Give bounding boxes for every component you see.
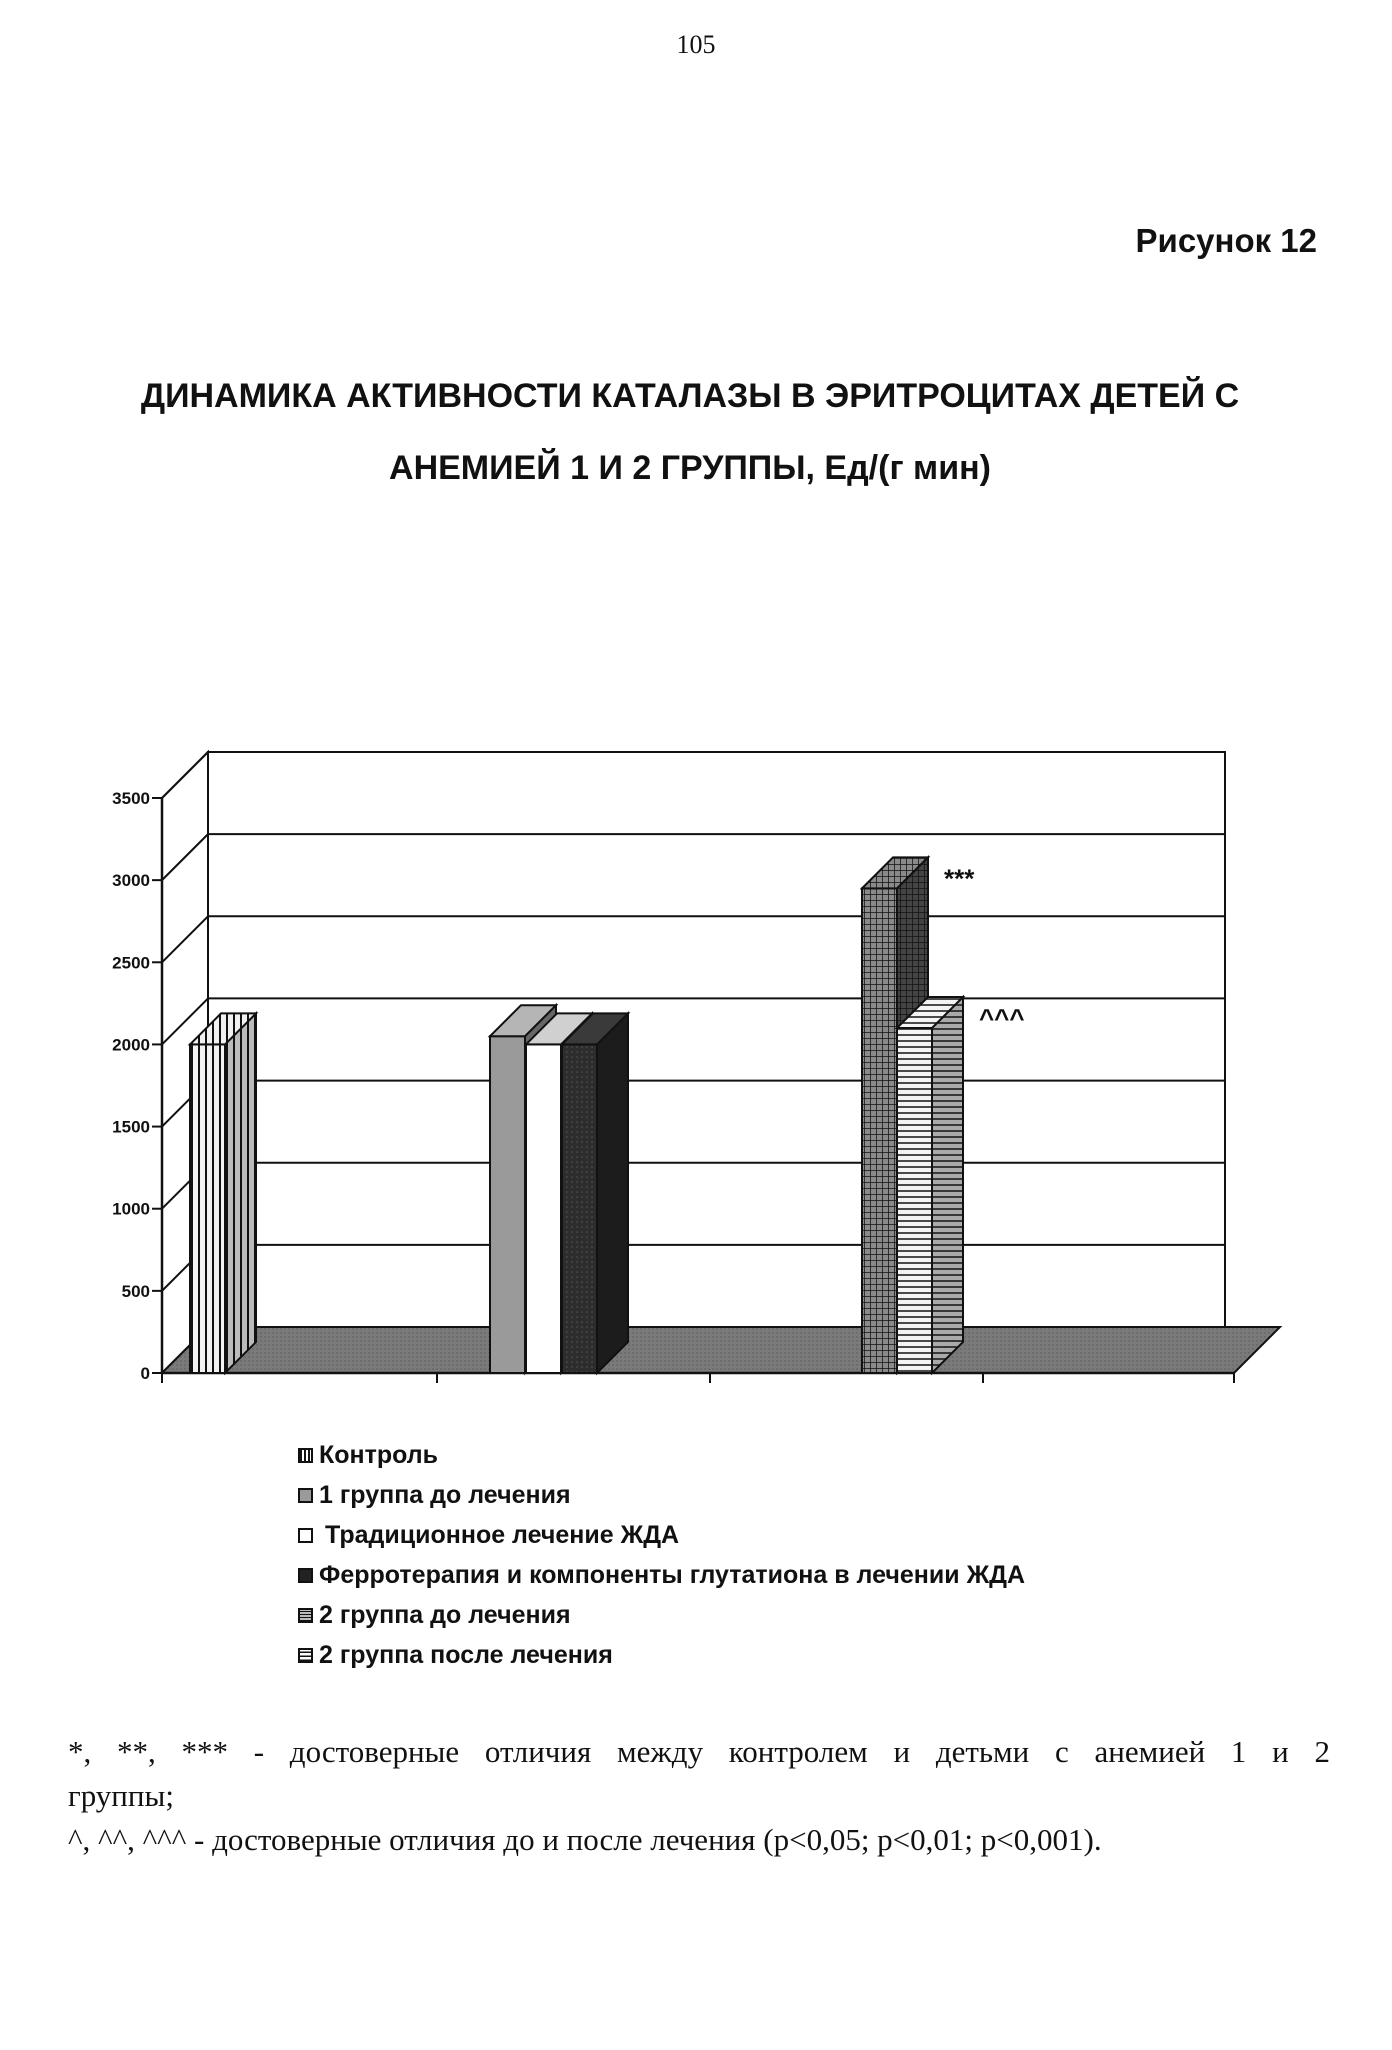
bar-group1-before-front xyxy=(490,1036,525,1373)
footnote-significance-treatment: ^, ^^, ^^^ - достоверные отличия до и после лечения (p<0,05; p<0,01; p<0,001). xyxy=(68,1822,1102,1857)
legend-label: 1 группа до лечения xyxy=(319,1480,571,1509)
y-axis xyxy=(112,789,162,1383)
significance-annotation: *** xyxy=(944,863,975,894)
chart-back-wall xyxy=(208,752,1225,1327)
bar-group2-before-front xyxy=(862,888,897,1373)
bar-ferrotherapy-side xyxy=(597,1013,628,1373)
y-tick-label: 3500 xyxy=(112,789,150,808)
y-tick-label: 3000 xyxy=(112,871,150,891)
footnote-significance-control-cont: группы; xyxy=(68,1778,174,1813)
footnotes xyxy=(68,1730,1330,1862)
bar-group2-after-side xyxy=(932,997,963,1373)
chart-title-line-2: АНЕМИЕЙ 1 И 2 ГРУППЫ, Ед/(г мин) xyxy=(389,449,991,487)
footnote-significance-control: *, **, *** - достоверные отличия между контролем и детьми с анемией 1 и 2 xyxy=(68,1734,1330,1769)
legend-label: Контроль xyxy=(319,1440,439,1469)
page-number: 105 xyxy=(676,30,716,59)
y-tick-label: 1500 xyxy=(112,1117,150,1137)
legend-item xyxy=(298,1515,1025,1555)
legend-item xyxy=(298,1435,1025,1475)
legend-label: 2 группа до лечения xyxy=(319,1600,571,1629)
legend-label: Традиционное лечение ЖДА xyxy=(325,1520,680,1549)
legend-item xyxy=(298,1635,1025,1675)
legend-swatch-ferrotherapy xyxy=(298,1568,313,1583)
bar-group2-after xyxy=(897,997,963,1373)
bar-control-side xyxy=(225,1013,256,1373)
y-tick-label: 1000 xyxy=(112,1199,150,1219)
legend-swatch-control xyxy=(298,1448,313,1463)
legend-label: Ферротерапия и компоненты глутатиона в лечении ЖДА xyxy=(319,1560,1026,1589)
legend-swatch-group2-before xyxy=(298,1608,313,1623)
y-tick-label: 2500 xyxy=(112,953,150,973)
legend-item xyxy=(298,1555,1025,1595)
figure-label: Рисунок 12 xyxy=(1135,222,1317,259)
y-tick-label: 500 xyxy=(121,1281,150,1301)
legend-item xyxy=(298,1475,1025,1515)
bar-control xyxy=(190,1013,256,1373)
bar-group2-after-front xyxy=(897,1028,932,1373)
legend-item xyxy=(298,1595,1025,1635)
legend-swatch-traditional xyxy=(298,1528,313,1543)
bar-ferrotherapy xyxy=(562,1013,628,1373)
bar-control-front xyxy=(190,1044,225,1373)
bar-traditional-front xyxy=(526,1044,561,1373)
bar-ferrotherapy-front xyxy=(562,1044,597,1373)
legend xyxy=(298,1435,1025,1675)
chart-frame xyxy=(162,752,1280,1383)
chart-title-line-1: ДИНАМИКА АКТИВНОСТИ КАТАЛАЗЫ В ЭРИТРОЦИТАХ ДЕТЕЙ С xyxy=(140,377,1240,415)
chart-floor xyxy=(162,1327,1280,1373)
legend-swatch-group1-before xyxy=(298,1488,313,1503)
legend-label: 2 группа после лечения xyxy=(319,1640,613,1669)
y-tick-label: 0 xyxy=(140,1364,150,1383)
significance-annotation: ^^^ xyxy=(979,1003,1025,1033)
legend-swatch-group2-after xyxy=(298,1648,313,1663)
y-tick-label: 2000 xyxy=(112,1035,150,1055)
